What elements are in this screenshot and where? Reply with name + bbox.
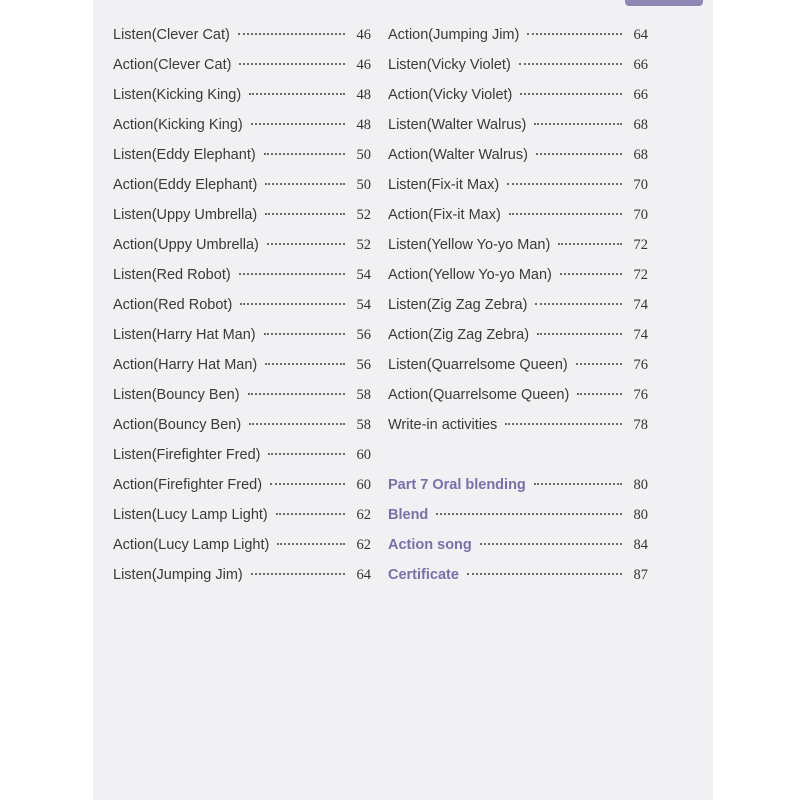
toc-entry-title: Write-in activities [388,417,498,433]
toc-entry-title: Action(Clever Cat) [113,57,232,73]
toc-entry-page-number: 58 [356,417,371,433]
toc-entry [113,567,371,597]
toc-entry-page-number: 76 [633,387,648,403]
toc-entry [113,177,371,207]
toc-entry [388,117,648,147]
toc-entry-page-number: 66 [633,57,648,73]
toc-entry [388,147,648,177]
toc-section-entry [388,507,648,537]
toc-entry [113,87,371,117]
toc-entry-title: Listen(Yellow Yo-yo Man) [388,237,551,253]
toc-left-column [113,27,371,597]
toc-entry-title: Listen(Harry Hat Man) [113,327,256,343]
toc-entry [113,387,371,417]
toc-entry [113,477,371,507]
toc-entry-page-number: 68 [633,117,648,133]
toc-entry [388,27,648,57]
toc-entry [113,117,371,147]
toc-entry [388,267,648,297]
toc-entry [388,387,648,417]
toc-entry [113,417,371,447]
toc-entry-page-number: 66 [633,87,648,103]
toc-entry-page-number: 58 [356,387,371,403]
toc-entry [388,87,648,117]
dot-leader [276,513,345,515]
toc-entry [388,297,648,327]
toc-entry-title: Action(Harry Hat Man) [113,357,258,373]
toc-entry-title: Action(Jumping Jim) [388,27,520,43]
dot-leader [519,63,622,65]
toc-entry-page-number: 46 [356,57,371,73]
dot-leader [576,363,622,365]
dot-leader [505,423,622,425]
toc-entry-page-number: 54 [356,297,371,313]
toc-entry-page-number: 56 [356,327,371,343]
toc-entry [113,297,371,327]
toc-entry-title: Listen(Red Robot) [113,267,231,283]
dot-leader [251,123,345,125]
toc-entry-page-number: 60 [356,447,371,463]
dot-leader [240,303,345,305]
section-spacer [388,447,648,477]
toc-entry-title: Listen(Vicky Violet) [388,57,511,73]
toc-entry-title: Action(Firefighter Fred) [113,477,263,493]
toc-entry-page-number: 78 [633,417,648,433]
dot-leader [536,153,622,155]
toc-entry [113,147,371,177]
toc-entry [113,537,371,567]
toc-entry [388,177,648,207]
toc-entry-title: Listen(Kicking King) [113,87,242,103]
toc-entry-title: Action(Yellow Yo-yo Man) [388,267,552,283]
toc-entry-title: Action(Red Robot) [113,297,233,313]
toc-entry-title: Action song [388,537,472,553]
dot-leader [520,93,622,95]
toc-entry-page-number: 64 [356,567,371,583]
toc-entry-title: Listen(Quarrelsome Queen) [388,357,568,373]
toc-entry-page-number: 76 [633,357,648,373]
toc-entry-title: Action(Lucy Lamp Light) [113,537,270,553]
toc-entry-page-number: 84 [633,537,648,553]
dot-leader [577,393,622,395]
toc-entry-page-number: 48 [356,87,371,103]
dot-leader [560,273,622,275]
dot-leader [535,303,622,305]
toc-entry-page-number: 62 [356,507,371,523]
toc-entry [113,57,371,87]
toc-entry-title: Listen(Jumping Jim) [113,567,243,583]
toc-entry-title: Action(Kicking King) [113,117,243,133]
dot-leader [251,573,345,575]
dot-leader [238,33,345,35]
toc-entry [113,237,371,267]
toc-entry [113,447,371,477]
dot-leader [534,123,622,125]
toc-entry [388,417,648,447]
toc-entry [113,507,371,537]
toc-entry-title: Action(Uppy Umbrella) [113,237,259,253]
dot-leader [509,213,622,215]
toc-entry-page-number: 50 [356,177,371,193]
toc-entry [388,357,648,387]
toc-entry [388,57,648,87]
dot-leader [436,513,622,515]
toc-entry-page-number: 70 [633,177,648,193]
toc-entry-page-number: 60 [356,477,371,493]
dot-leader [467,573,622,575]
toc-entry-title: Listen(Zig Zag Zebra) [388,297,528,313]
toc-entry-page-number: 50 [356,147,371,163]
dot-leader [537,333,622,335]
toc-entry-page-number: 62 [356,537,371,553]
toc-entry-title: Action(Fix-it Max) [388,207,501,223]
toc-entry-title: Action(Quarrelsome Queen) [388,387,570,403]
toc-entry-page-number: 56 [356,357,371,373]
toc-entry-page-number: 87 [633,567,648,583]
dot-leader [264,153,345,155]
toc-entry [113,27,371,57]
toc-section-entry [388,537,648,567]
toc-entry-page-number: 68 [633,147,648,163]
dot-leader [277,543,345,545]
toc-entry-title: Action(Vicky Violet) [388,87,513,103]
toc-entry-page-number: 46 [356,27,371,43]
toc-entry-title: Certificate [388,567,459,583]
toc-entry-title: Part 7 Oral blending [388,477,526,493]
toc-entry-page-number: 70 [633,207,648,223]
toc-entry-page-number: 48 [356,117,371,133]
dot-leader [265,363,345,365]
dot-leader [558,243,622,245]
toc-entry-page-number: 74 [633,327,648,343]
toc-entry-page-number: 80 [633,507,648,523]
dot-leader [480,543,622,545]
toc-entry-page-number: 72 [633,237,648,253]
dot-leader [239,63,345,65]
toc-entry-page-number: 52 [356,237,371,253]
toc-entry-title: Blend [388,507,429,523]
dot-leader [264,333,345,335]
toc-entry-title: Action(Eddy Elephant) [113,177,258,193]
toc-entry-title: Action(Zig Zag Zebra) [388,327,530,343]
toc-entry [113,207,371,237]
dot-leader [534,483,622,485]
toc-entry [113,327,371,357]
toc-entry-title: Listen(Walter Walrus) [388,117,527,133]
toc-entry-title: Action(Walter Walrus) [388,147,528,163]
toc-entry [388,237,648,267]
toc-entry-title: Listen(Clever Cat) [113,27,230,43]
toc-entry-title: Listen(Bouncy Ben) [113,387,240,403]
dot-leader [507,183,622,185]
toc-entry [388,207,648,237]
toc-entry-page-number: 64 [633,27,648,43]
dot-leader [268,453,345,455]
toc-right-column [388,27,648,597]
toc-entry-title: Listen(Firefighter Fred) [113,447,261,463]
page-corner-tab [625,0,703,6]
toc-section-entry [388,567,648,597]
dot-leader [249,423,345,425]
toc-entry [113,267,371,297]
dot-leader [249,93,345,95]
toc-entry [113,357,371,387]
dot-leader [270,483,345,485]
dot-leader [265,183,345,185]
dot-leader [267,243,345,245]
toc-section-entry [388,477,648,507]
toc-entry-title: Listen(Fix-it Max) [388,177,500,193]
toc-entry-title: Listen(Uppy Umbrella) [113,207,258,223]
toc-entry-title: Listen(Eddy Elephant) [113,147,256,163]
toc-entry-page-number: 54 [356,267,371,283]
dot-leader [248,393,345,395]
toc-entry-title: Listen(Lucy Lamp Light) [113,507,268,523]
book-page [93,0,713,800]
dot-leader [527,33,622,35]
dot-leader [265,213,345,215]
toc-entry-page-number: 52 [356,207,371,223]
dot-leader [239,273,345,275]
toc-entry-title: Action(Bouncy Ben) [113,417,242,433]
toc-entry [388,327,648,357]
toc-entry-page-number: 80 [633,477,648,493]
toc-entry-page-number: 74 [633,297,648,313]
toc-entry-page-number: 72 [633,267,648,283]
